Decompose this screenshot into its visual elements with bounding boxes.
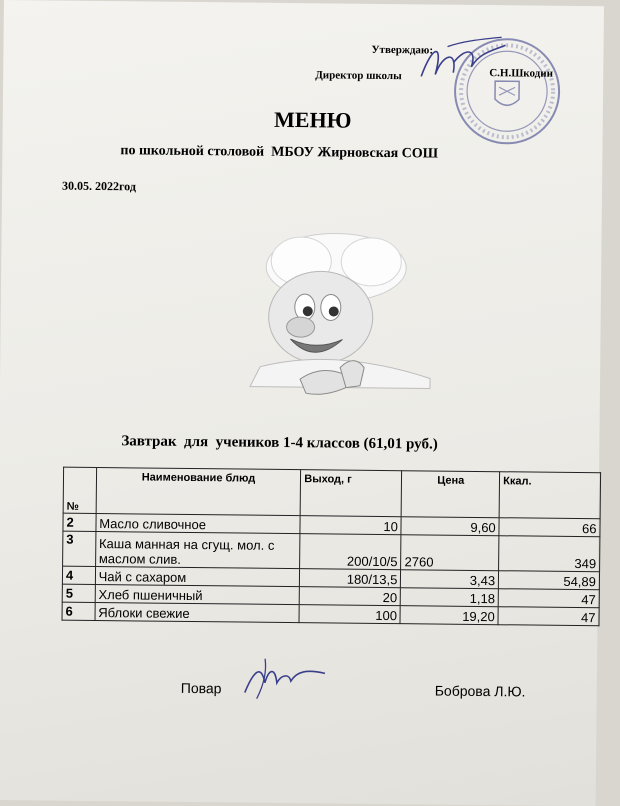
table-header-row [63,467,600,519]
cook-name: Боброва Л.Ю. [434,682,526,700]
dish-name: Яблоки свежие [95,602,300,622]
dish-name: Хлеб пшеничный [95,584,300,604]
director-label: Директор школы [315,69,402,83]
row-number: 5 [62,584,95,602]
row-number: 4 [62,566,95,584]
col-output: Выход, г [300,470,402,517]
row-number: 6 [62,602,95,620]
dish-price: 19,20 [400,606,498,625]
page-subtitle: по школьной столовой МБОУ Жирновская СОШ [120,143,439,162]
cook-signature-icon [235,652,336,703]
dish-price: 1,18 [401,588,499,607]
dish-kcal: 47 [498,607,599,626]
row-number: 3 [63,531,96,566]
dish-output: 180/13,5 [300,569,401,588]
dish-name: Чай с сахаром [95,566,300,586]
dish-output: 200/10/5 [300,534,401,570]
row-number: 2 [63,513,96,531]
dish-name: Каша манная на сгущ. мол. с маслом слив. [95,531,300,568]
dish-output: 10 [300,516,401,535]
dish-kcal: 66 [499,518,600,537]
dish-price: 9,60 [401,517,499,536]
dish-kcal: 349 [499,536,600,572]
director-name: С.Н.Шкодин [489,67,554,80]
chef-illustration-icon [230,226,442,418]
col-kcal: Ккал. [499,472,600,519]
table-row [63,531,600,572]
dish-kcal: 47 [498,589,599,608]
dish-output: 100 [299,605,400,624]
menu-date: 30.05. 2022год [61,178,137,194]
dish-kcal: 54,89 [499,571,600,590]
col-name: Наименование блюд [96,467,301,515]
dish-name: Масло сливочное [96,513,301,533]
director-signature-icon [413,32,514,93]
col-price: Цена [402,471,500,518]
breakfast-title: Завтрак для учеников 1-4 классов (61,01 руб.) [121,433,438,453]
cook-label: Повар [180,679,222,697]
dish-price: 3,43 [401,570,499,589]
page-title: МЕНЮ [273,106,352,133]
menu-table [62,467,602,627]
approve-label: Утверждаю: [371,43,434,57]
dish-price: 2760 [401,535,499,571]
col-number: № [63,467,96,513]
dish-output: 20 [299,587,400,606]
